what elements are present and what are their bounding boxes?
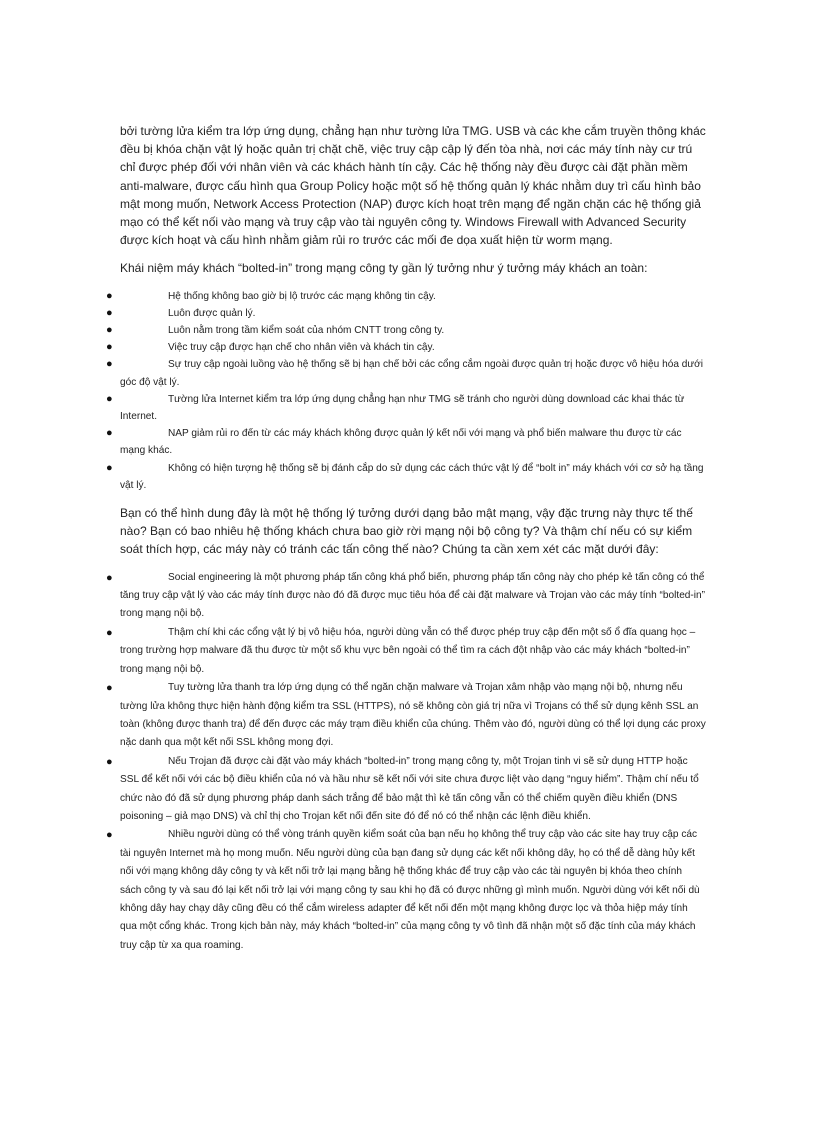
bullet-icon: ● [106, 341, 113, 354]
bullet-icon: ● [106, 571, 113, 584]
list-item: ● Tuy tường lửa thanh tra lớp ứng dụng có thể ngăn chặn malware và Trojan xâm nhập vào mạng nội bộ, nhưng nếu tường lửa không thực hiện hành động kiểm tra SSL (HTTPS), nó sẽ không còn giá trị nữa vì Trojans có thể sử dụng kênh SSL an toàn (không được thanh tra) để đến được các máy trạm điều khiển của chúng. Thêm vào đó, người dùng có thể lợi dụng các proxy nặc danh qua một kết nối SSL không mong đợi. [120, 679, 706, 753]
list-item: ● Không có hiện tượng hệ thống sẽ bị đánh cắp do sử dụng các cách thức vật lý để “bolt in” máy khách với cơ sở hạ tầng vật lý. [106, 461, 704, 491]
bullet-icon: ● [106, 755, 113, 768]
question-paragraph: Bạn có thể hình dung đây là một hệ thống lý tưởng dưới dạng bảo mật mạng, vậy đặc trưng này thực tế thế nào? Bạn có bao nhiêu hệ thống khách chưa bao giờ rời mạng nội bộ công ty? Và thậm chí nếu có sự kiểm soát thích hợp, các máy này có tránh các tấn công thế nào? Chúng ta cần xem xét các mặt dưới đây: [120, 506, 693, 557]
bullet-icon: ● [106, 829, 113, 842]
intro-paragraph: bởi tường lửa kiểm tra lớp ứng dụng, chẳng hạn như tường lửa TMG. USB và các khe cắm truyền thông khác đều bị khóa chặn vật lý hoặc quản trị chặt chẽ, việc truy cập cập lý đến tòa nhà, nơi các máy tính này cư trú chỉ được phép đối với nhân viên và các khách hành tín cậy. Các hệ thống này đều được cài đặt phần mềm anti-malware, được cấu hình qua Group Policy hoặc một số hệ thống quản lý khác nhằm duy trì cấu hình bảo mật mong muốn, Network Access Protection (NAP) được kích hoạt trên mạng để ngăn chặn các hệ thống giả mạo có thể kết nối vào mạng và truy cập vào tài nguyên công ty. Windows Firewall with Advanced Security được kích hoạt và cấu hình nhằm giảm rủi ro trước các mối đe dọa xuất hiện từ worm mạng. [120, 124, 706, 248]
list-item: ● Luôn nằm trong tầm kiểm soát của nhóm CNTT trong công ty. [120, 322, 706, 339]
bullet-icon: ● [106, 324, 113, 337]
bullet-icon: ● [106, 461, 113, 474]
list-item: ● Nhiều người dùng có thể vòng tránh quyền kiểm soát của bạn nếu họ không thể truy cập vào các site hay truy cập các tài nguyên Internet mà họ mong muốn. Nếu người dùng của bạn đang sử dụng các kết nối không dây, họ có thể dễ dàng hủy kết nối với mạng không dây công ty và kết nối trở lại mạng bằng hệ thống khác để truy cập vào các tài nguyên bị khóa theo chính sách công ty và sau đó lại kết nối trở lại với mạng công ty sau khi họ đã có được những gì mình muốn. Người dùng với kết nối dù không dây hay chạy dây cũng đều có thể cắm wireless adapter để kết nối đến một mạng không được lọc và thỏa hiệp máy tính qua một cổng khác. Trong kịch bản này, máy khách “bolted-in” của mạng công ty vô tình đã nhận một số đặc tính của máy khách truy cập từ xa qua roaming. [120, 826, 706, 955]
concept-paragraph: Khái niệm máy khách “bolted-in” trong mạng công ty gần lý tưởng như ý tưởng máy khách an toàn: [120, 261, 648, 276]
list-item: ● Nếu Trojan đã được cài đặt vào máy khách “bolted-in” trong mạng công ty, một Trojan tinh vi sẽ sử dụng HTTP hoặc SSL để kết nối với các bộ điều khiển của nó và hầu như sẽ kết nối với site chưa được liệt vào dạng “nguy hiểm”. Thậm chí nếu tổ chức nào đó đã sử dụng phương pháp danh sách trắng để bảo mật thì kẻ tấn công vẫn có thể chiếm quyền điều khiển (DNS poisoning – giả mạo DNS) và chỉ thị cho Trojan kết nối đến site đó để nó có thể nhận các lệnh điều khiển. [120, 753, 706, 827]
bullet-icon: ● [106, 358, 113, 371]
concept-bullet-list [106, 288, 706, 494]
list-item: ● Luôn được quản lý. [120, 305, 706, 322]
bullet-icon: ● [106, 682, 113, 695]
bullet-icon: ● [106, 306, 113, 319]
list-item: ● Social engineering là một phương pháp tấn công khá phổ biến, phương pháp tấn công này cho phép kẻ tấn công có thể tăng truy cập vật lý vào các máy tính được nào đó đã được mục tiêu hóa để cài đặt malware và Trojan vào các máy tính “bolted-in” trong mạng nội bộ. [120, 569, 706, 624]
list-item: ● Thậm chí khi các cổng vật lý bị vô hiệu hóa, người dùng vẫn có thể được phép truy cập đến một số ổ đĩa quang học – trong trường hợp malware đã thu được từ một số khu vực bên ngoài có thể tìm ra cách đột nhập vào các máy khách “bolted-in” trong mạng nội bộ. [120, 624, 706, 679]
list-item: ● NAP giảm rủi ro đến từ các máy khách không được quản lý kết nối với mạng và phổ biến malware thu được từ các mạng khác. [106, 427, 682, 457]
bullet-icon: ● [106, 289, 113, 302]
aspect-bullet-list [106, 569, 706, 956]
list-item: ● Hệ thống không bao giờ bị lộ trước các mạng không tin cậy. [120, 288, 706, 305]
list-item: ● Tường lửa Internet kiểm tra lớp ứng dụng chẳng hạn như TMG sẽ tránh cho người dùng download các khai thác từ Internet. [106, 392, 685, 423]
list-item: ● Việc truy cập được hạn chế cho nhân viên và khách tin cậy. [120, 339, 706, 356]
list-item: ● Sự truy cập ngoài luồng vào hệ thống sẽ bị hạn chế bởi các cổng cắm ngoài được quản trị hoặc được vô hiệu hóa dưới góc độ vật lý. [106, 358, 703, 388]
document-page [106, 122, 706, 965]
bullet-icon: ● [106, 626, 113, 639]
bullet-icon: ● [106, 427, 113, 440]
bullet-icon: ● [106, 392, 113, 405]
